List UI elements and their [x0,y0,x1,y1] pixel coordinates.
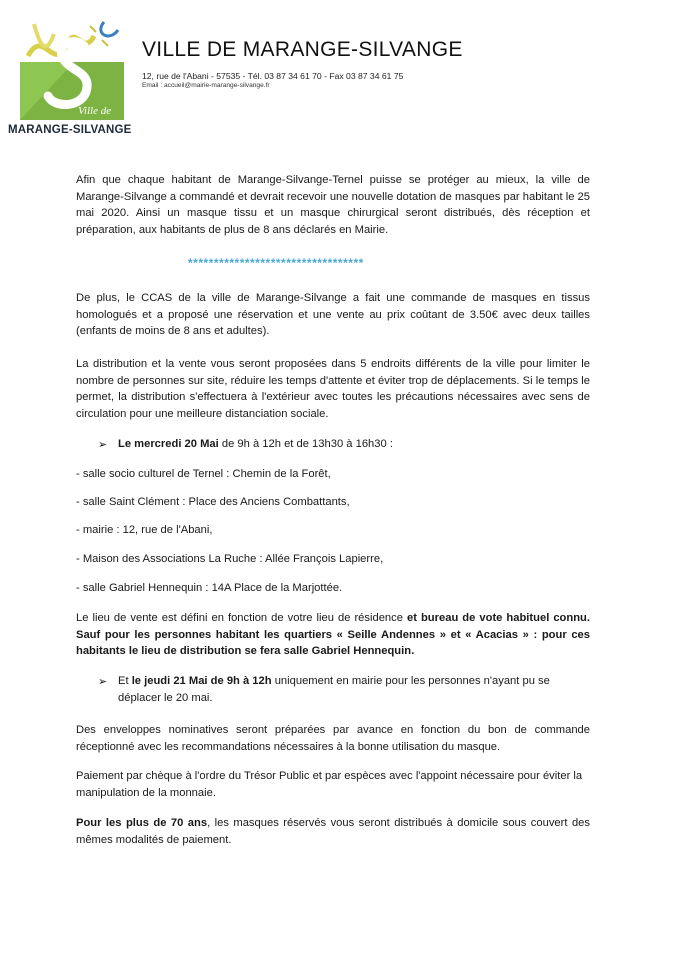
paragraph-intro: Afin que chaque habitant de Marange-Silvange-Ternel puisse se protéger au mieux, la ville de Marange-Silvange a commandé et devrait recevoir une nouvelle dotation de masques par habitant le 25 mai 2020. Ainsi un masque tissu et un masque chirurgical seront distribués, dès réception et préparation, aux habitants de plus de 8 ans déclarés en Mairie. [76,174,590,236]
bullet-thursday-prefix: Et [118,675,132,687]
sale-location-bold: et bureau de vote habituel connu. Sauf pour les personnes habitant les quartiers « Seille Andennes » et « Acacias » : pour ces habitants le lieu de distribution se fera salle Gabriel Hennequin. [76,612,590,658]
paragraph-sale-location [76,610,590,660]
paragraph-over-70 [76,815,590,848]
logo-caption: MARANGE-SILVANGE [8,124,132,136]
org-name: VILLE DE MARANGE-SILVANGE [142,38,463,61]
location-item: - salle Saint Clément : Place des Anciens Combattants, [76,496,350,508]
bullet-wednesday [118,436,588,453]
paragraph-envelopes: Des enveloppes nominatives seront préparées par avance en fonction du bon de commande réceptionné avec les recommandations nécessaires à la bonne utilisation du masque. [76,724,590,753]
bullet-thursday-rest: uniquement en mairie pour les personnes n'ayant pu se déplacer le 20 mai. [118,675,550,704]
town-logo-graphic [14,16,126,124]
location-item: - mairie : 12, rue de l'Abani, [76,524,213,536]
bullet-thursday [118,673,588,706]
org-email: Email : accueil@mairie-marange-silvange.fr [142,82,270,89]
bullet-wednesday-date: Le mercredi 20 Mai [118,438,219,450]
over-70-bold: Pour les plus de 70 ans [76,817,208,829]
bullet-thursday-date: le jeudi 21 Mai de 9h à 12h [131,675,272,687]
paragraph-distribution: La distribution et la vente vous seront proposées dans 5 endroits différents de la ville pour limiter le nombre de personnes sur site, réduire les temps d'attente et éviter trop de déplacements. Si le temps le permet, la distribution s'effectuera à l'extérieur avec toutes les précautions nécessaires avec sens de circulation pour une meilleure distanciation sociale. [76,358,590,420]
org-address: 12, rue de l'Abani - 57535 - Tél. 03 87 34 61 70 - Fax 03 87 34 61 75 [142,71,404,81]
location-item: - salle Gabriel Hennequin : 14A Place de la Marjottée. [76,582,343,594]
bullet-arrow-icon: ➢ [98,439,108,451]
location-item: - Maison des Associations La Ruche : Allée François Lapierre, [76,553,384,565]
over-70-rest: , les masques réservés vous seront distribués à domicile sous couvert des mêmes modalités de paiement. [76,817,590,846]
logo-small-caption: Ville de [78,105,112,117]
sale-location-plain: Le lieu de vente est défini en fonction de votre lieu de résidence [76,612,407,624]
paragraph-payment: Paiement par chèque à l'ordre du Trésor Public et par espèces avec l'appoint nécessaire pour éviter la manipulation de la monnaie. [76,770,583,799]
location-item: - salle socio culturel de Ternel : Chemin de la Forêt, [76,468,331,480]
bullet-arrow-icon: ➢ [98,676,108,688]
town-logo [14,16,126,140]
separator-asterisks: ********************************** [188,256,364,270]
paragraph-ccas: De plus, le CCAS de la ville de Marange-Silvange a fait une commande de masques en tissus homologués et a proposé une réservation et une vente au prix coûtant de 3.50€ avec deux tailles (enfants de moins de 8 ans et adultes). [76,292,590,338]
bullet-wednesday-hours: de 9h à 12h et de 13h30 à 16h30 : [218,438,393,450]
